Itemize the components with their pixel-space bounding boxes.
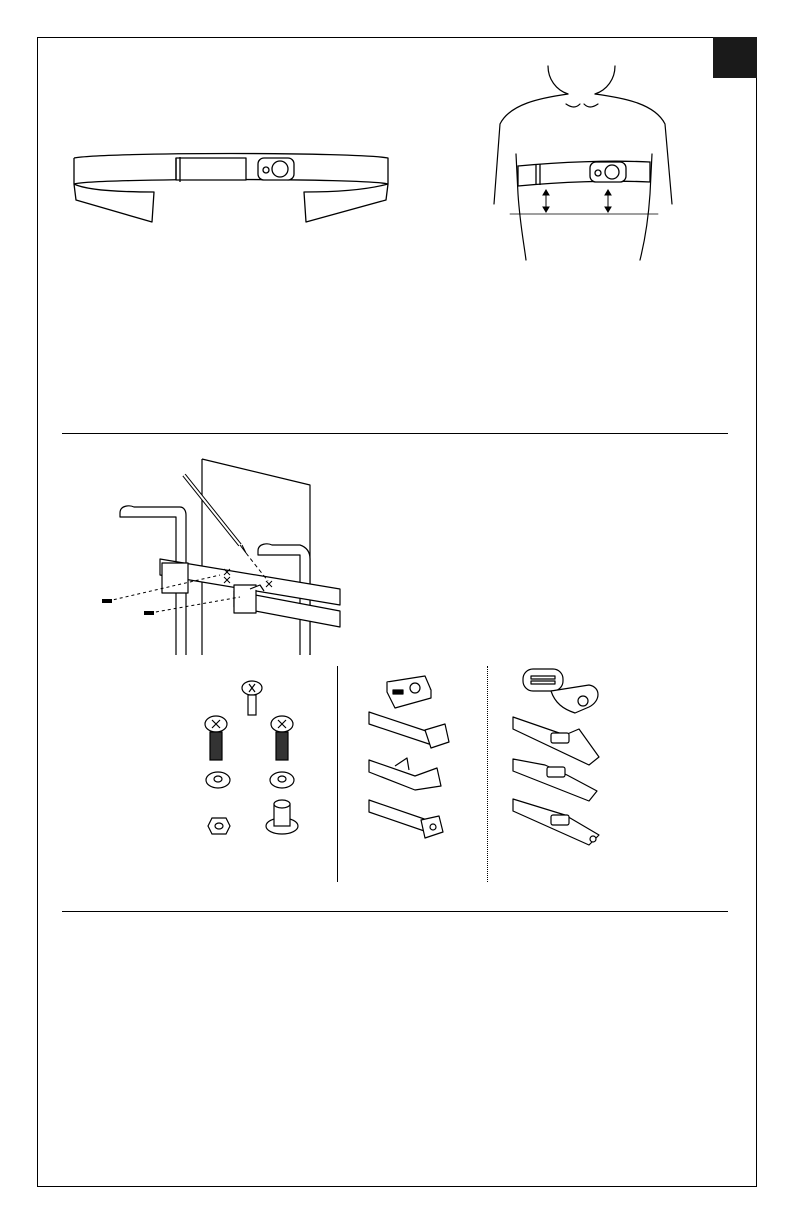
section-tab-marker [713,37,757,78]
clip-strap-figure [355,672,460,862]
clip-strap-attachment-icon [355,672,460,862]
column-divider-dotted [487,666,488,882]
buckle-strap-figure [505,665,620,865]
bracket-mounting-icon [100,455,360,655]
section-divider-bottom [62,911,728,912]
chest-strap-icon [66,148,396,230]
chest-strap-worn-icon [490,64,680,264]
hardware-figure [200,680,310,840]
section-divider-top [62,433,728,434]
chest-strap-worn-figure [490,64,680,264]
bracket-mounting-figure [100,455,360,655]
buckle-strap-attachment-icon [505,665,620,865]
column-divider-solid [337,666,338,882]
chest-strap-figure [66,148,396,230]
screw-hardware-icon [200,680,310,840]
